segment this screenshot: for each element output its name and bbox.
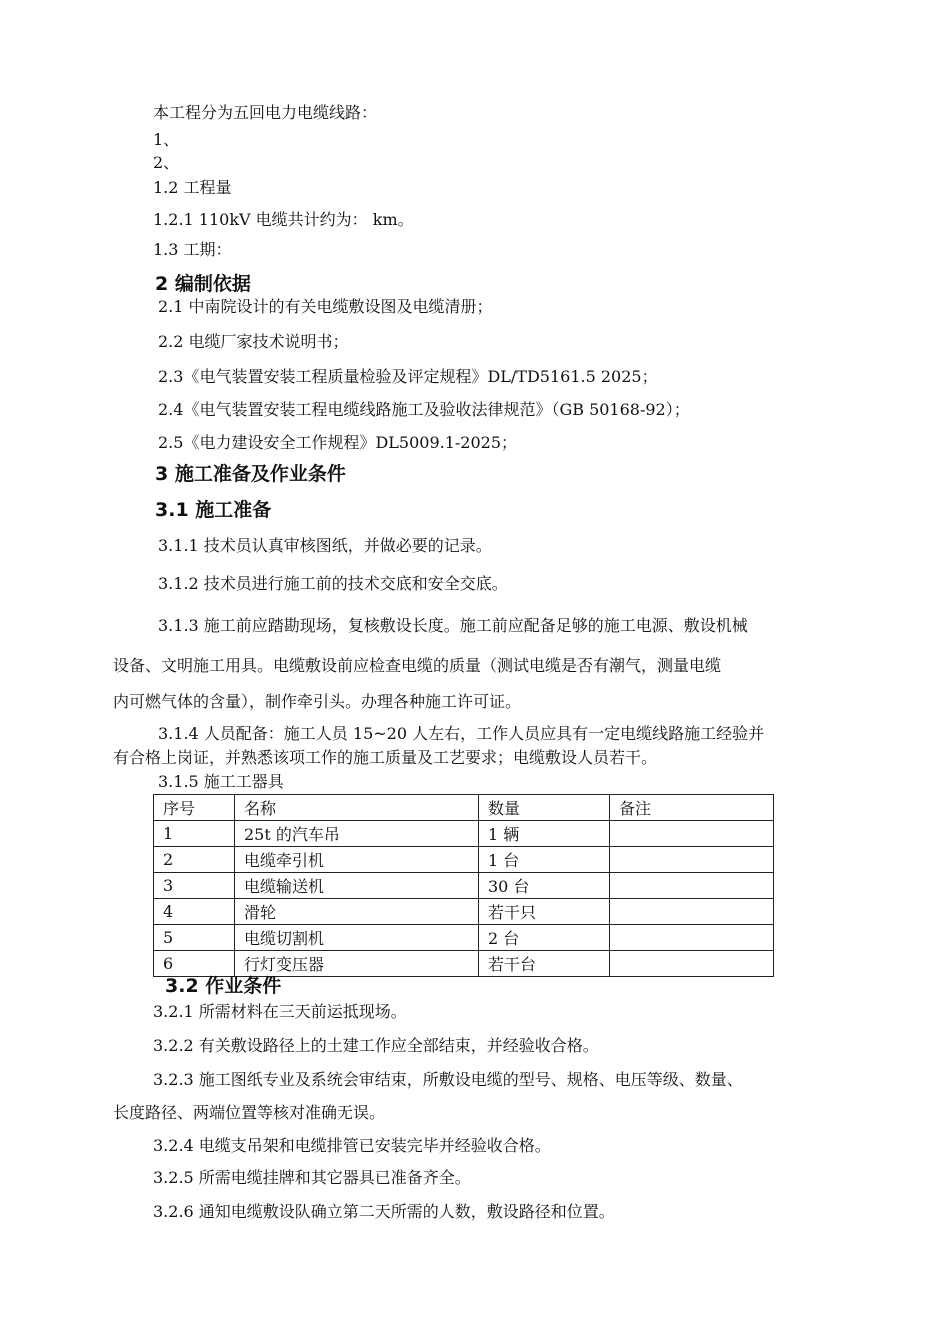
header-quantity: 数量 — [479, 795, 610, 821]
tools-caption: 3.1.5 施工工器具 — [158, 772, 284, 791]
cell-quantity: 若干只 — [479, 899, 610, 925]
cell-name: 滑轮 — [235, 899, 479, 925]
prep-paragraph-3-line-2: 设备、文明施工用具。电缆敷设前应检查电缆的质量（测试电缆是否有潮气，测量电缆 — [113, 656, 722, 675]
overview-intro: 本工程分为五回电力电缆线路： — [153, 103, 378, 122]
cell-serial: 6 — [154, 951, 235, 977]
table-row — [154, 925, 774, 951]
overview-item-2: 2、 — [153, 153, 180, 172]
conditions-paragraph-5: 3.2.5 所需电缆挂牌和其它器具已准备齐全。 — [153, 1168, 471, 1187]
table-row — [154, 873, 774, 899]
cell-name: 电缆切割机 — [235, 925, 479, 951]
basis-item-2: 2.2 电缆厂家技术说明书； — [158, 332, 349, 351]
overview-item-1: 1、 — [153, 130, 180, 149]
conditions-paragraph-4: 3.2.4 电缆支吊架和电缆排管已安装完毕并经验收合格。 — [153, 1136, 551, 1155]
cell-name: 25t 的汽车吊 — [235, 821, 479, 847]
cell-quantity: 1 辆 — [479, 821, 610, 847]
cell-remark — [610, 899, 774, 925]
cell-serial: 5 — [154, 925, 235, 951]
prep-paragraph-1: 3.1.1 技术员认真审核图纸，并做必要的记录。 — [158, 536, 492, 555]
cell-remark — [610, 873, 774, 899]
cell-quantity: 30 台 — [479, 873, 610, 899]
table-row — [154, 847, 774, 873]
prep-paragraph-4-line-2: 有合格上岗证，并熟悉该项工作的施工质量及工艺要求；电缆敷设人员若干。 — [113, 748, 658, 767]
quantity-heading: 1.2 工程量 — [153, 178, 232, 197]
basis-item-1: 2.1 中南院设计的有关电缆敷设图及电缆清册； — [158, 297, 493, 316]
basis-item-4: 2.4《电气装置安装工程电缆线路施工及验收法律规范》（GB 50168-92）； — [158, 400, 690, 419]
prep-paragraph-3-line-3: 内可燃气体的含量），制作牵引头。办理各种施工许可证。 — [113, 692, 522, 711]
prep-paragraph-2: 3.1.2 技术员进行施工前的技术交底和安全交底。 — [158, 574, 508, 593]
header-remark: 备注 — [610, 795, 774, 821]
cell-name: 电缆牵引机 — [235, 847, 479, 873]
prep-paragraph-3-line-1: 3.1.3 施工前应踏勘现场，复核敷设长度。施工前应配备足够的施工电源、敷设机械 — [158, 616, 748, 635]
conditions-paragraph-6: 3.2.6 通知电缆敷设队确立第二天所需的人数，敷设路径和位置。 — [153, 1202, 615, 1221]
tools-table — [153, 794, 774, 977]
prep-subheading: 3.1 施工准备 — [155, 499, 272, 521]
conditions-paragraph-3-line-2: 长度路径、两端位置等核对准确无误。 — [113, 1103, 386, 1122]
cell-serial: 1 — [154, 821, 235, 847]
cable-total-line: 1.2.1 110kV 电缆共计约为： km。 — [153, 210, 414, 229]
cell-remark — [610, 925, 774, 951]
table-row — [154, 951, 774, 977]
conditions-heading: 3.2 作业条件 — [165, 975, 282, 997]
table-row — [154, 899, 774, 925]
work-period-line: 1.3 工期： — [153, 240, 232, 259]
tools-table-header — [154, 795, 774, 821]
cell-remark — [610, 951, 774, 977]
basis-item-5: 2.5《电力建设安全工作规程》DL5009.1-2025； — [158, 433, 518, 452]
cell-name: 行灯变压器 — [235, 951, 479, 977]
cell-quantity: 若干台 — [479, 951, 610, 977]
cell-remark — [610, 847, 774, 873]
cell-name: 电缆输送机 — [235, 873, 479, 899]
header-name: 名称 — [235, 795, 479, 821]
basis-heading: 2 编制依据 — [155, 273, 251, 295]
conditions-paragraph-1: 3.2.1 所需材料在三天前运抵现场。 — [153, 1002, 407, 1021]
cell-serial: 3 — [154, 873, 235, 899]
cell-quantity: 2 台 — [479, 925, 610, 951]
table-row — [154, 821, 774, 847]
cell-serial: 2 — [154, 847, 235, 873]
cell-quantity: 1 台 — [479, 847, 610, 873]
header-serial: 序号 — [154, 795, 235, 821]
conditions-paragraph-2: 3.2.2 有关敷设路径上的土建工作应全部结束，并经验收合格。 — [153, 1036, 599, 1055]
basis-item-3: 2.3《电气装置安装工程质量检验及评定规程》DL/TD5161.5 2025； — [158, 367, 658, 386]
cell-serial: 4 — [154, 899, 235, 925]
cell-remark — [610, 821, 774, 847]
prep-paragraph-4-line-1: 3.1.4 人员配备：施工人员 15~20 人左右，工作人员应具有一定电缆线路施工经验并 — [158, 724, 765, 743]
conditions-paragraph-3-line-1: 3.2.3 施工图纸专业及系统会审结束，所敷设电缆的型号、规格、电压等级、数量、 — [153, 1070, 743, 1089]
prep-heading: 3 施工准备及作业条件 — [155, 463, 346, 485]
